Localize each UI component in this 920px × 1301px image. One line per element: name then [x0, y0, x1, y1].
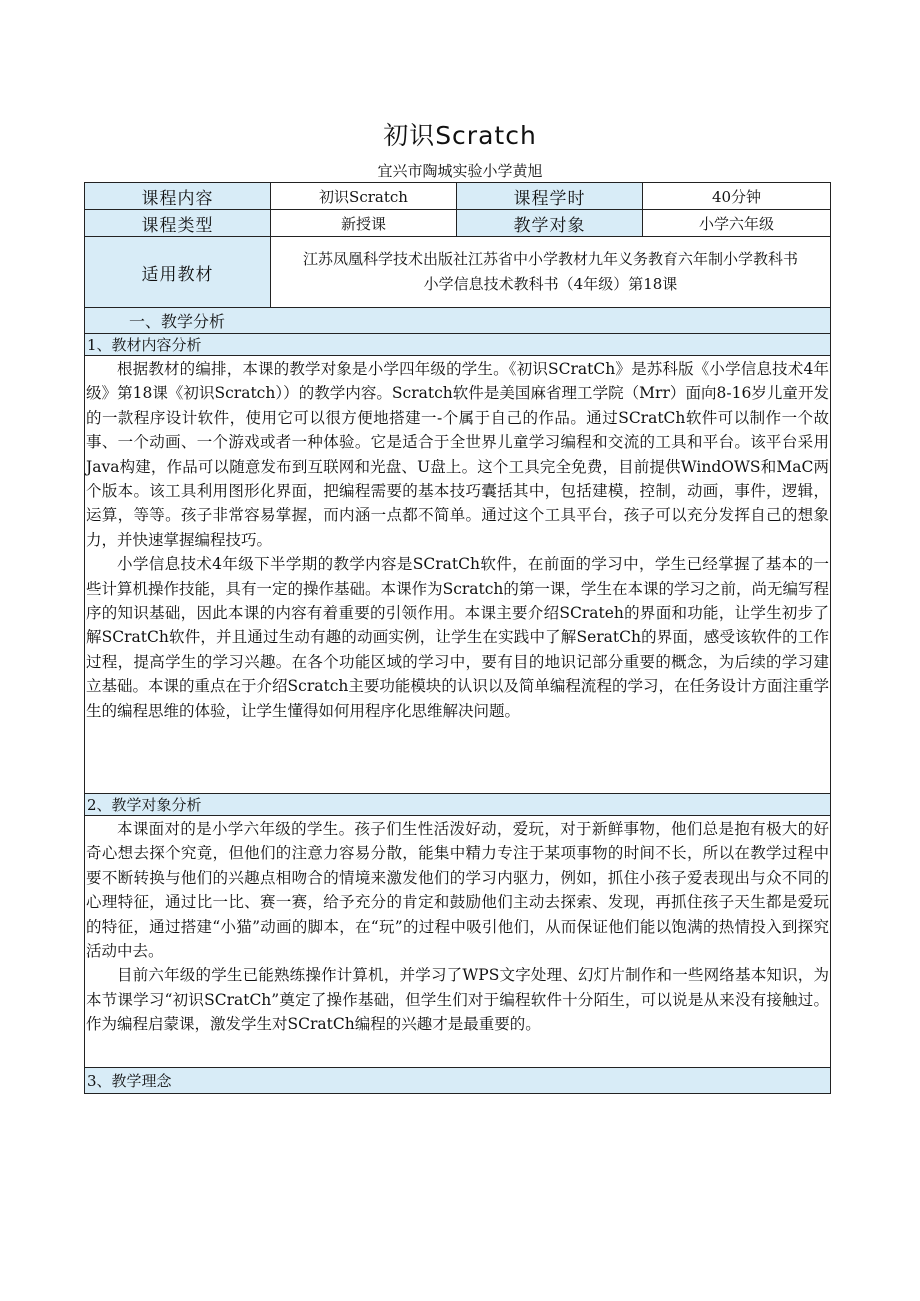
lesson-plan-table — [84, 182, 831, 1094]
textbook-row — [85, 237, 831, 308]
teaching-target-value: 小学六年级 — [643, 210, 831, 237]
subsection-1-body — [85, 356, 831, 794]
course-type-label: 课程类型 — [85, 210, 271, 237]
document-title: 初识Scratch — [383, 121, 537, 150]
paragraph: 根据教材的编排，本课的教学对象是小学四年级的学生。《初识SCratCh》是苏科版《小学信息技术4年级》第18课《初识Scratch））的教学内容。Scratch软件是美国麻省理工学院（Mrr）面向8-16岁儿童开发的一款程序设计软件，使用它可以很方便地搭建一-个属于自己的作品。通过SCratCh软件可以制作一个故事、一个动画、一个游戏或者一种体验。它是适合于全世界儿童学习编程和交流的工具和平台。该平台采用Java构建，作品可以随意发布到互联网和光盘、U盘上。这个工具完全免费，目前提供WindOWS和MaC两个版本。该工具利用图形化界面，把编程需要的基本技巧囊括其中，包括建模，控制，动画，事件，逻辑，运算，等等。孩子非常容易掌握，而内涵一点都不简单。通过这个工具平台，孩子可以充分发挥自己的想象力，并快速掌握编程技巧。 — [86, 360, 829, 549]
course-hours-label: 课程学时 — [457, 183, 643, 210]
subsection-1-title: 1、教材内容分析 — [85, 334, 831, 356]
subsection-2-body — [85, 816, 831, 1068]
paragraph: 小学信息技术4年级下半学期的教学内容是SCratCh软件，在前面的学习中，学生已经掌握了基本的一些计算机操作技能，具有一定的操作基础。本课作为Scratch的第一课，学生在本课的学习之前，尚无编写程序的知识基础，因此本课的内容有着重要的引领作用。本课主要介绍SCrateh的界面和功能，让学生初步了解SCratCh软件，并且通过生动有趣的动画实例，让学生在实践中了解SeratCh的界面，感受该软件的工作过程，提高学生的学习兴趣。在各个功能区域的学习中，要有目的地识记部分重要的概念，为后续的学习建立基础。本课的重点在于介绍Scratch主要功能模块的认识以及简单编程流程的学习，在任务设计方面注重学生的编程思维的体验，让学生懂得如何用程序化思维解决问题。 — [86, 555, 829, 720]
subsection-2-header-row — [85, 794, 831, 816]
info-row-2 — [85, 210, 831, 237]
subsection-3-title: 3、教学理念 — [85, 1068, 831, 1094]
author-line: 宜兴市陶城实验小学黄旭 — [377, 162, 543, 180]
section-1-title: 一、教学分析 — [85, 308, 831, 334]
paragraph: 目前六年级的学生已能熟练操作计算机，并学习了WPS文字处理、幻灯片制作和一些网络基本知识，为本节课学习“初识SCratCh”奠定了操作基础，但学生们对于编程软件十分陌生，可以说是从来没有接触过。作为编程启蒙课，激发学生对SCratCh编程的兴趣才是最重要的。 — [86, 966, 829, 1034]
subsection-1-body-row — [85, 356, 831, 794]
textbook-line-1: 江苏凤凰科学技术出版社江苏省中小学教材九年义务教育六年制小学教科书 — [302, 250, 798, 268]
subsection-2-title: 2、教学对象分析 — [85, 794, 831, 816]
textbook-line-2: 小学信息技术教科书（4年级）第18课 — [423, 275, 678, 293]
subsection-2-body-row — [85, 816, 831, 1068]
teaching-target-label: 教学对象 — [457, 210, 643, 237]
textbook-label: 适用教材 — [85, 237, 271, 308]
info-row-1 — [85, 183, 831, 210]
paragraph: 本课面对的是小学六年级的学生。孩子们生性活泼好动，爱玩，对于新鲜事物，他们总是抱有极大的好奇心想去探个究竟，但他们的注意力容易分散，能集中精力专注于某项事物的时间不长，所以在教学过程中要不断转换与他们的兴趣点相吻合的情境来激发他们的学习内驱力，例如，抓住小孩子爱表现出与众不同的心理特征，通过比一比、赛一赛，给予充分的肯定和鼓励他们主动去探索、发现，再抓住孩子天生都是爱玩的特征，通过搭建“小猫”动画的脚本，在“玩”的过程中吸引他们，从而保证他们能以饱满的热情投入到探究活动中去。 — [86, 820, 829, 961]
course-type-value: 新授课 — [271, 210, 457, 237]
course-hours-value: 40分钟 — [643, 183, 831, 210]
subsection-1-header-row — [85, 334, 831, 356]
subsection-3-header-row — [85, 1068, 831, 1094]
course-content-value: 初识Scratch — [271, 183, 457, 210]
section-1-header-row — [85, 308, 831, 334]
textbook-value — [271, 237, 831, 308]
course-content-label: 课程内容 — [85, 183, 271, 210]
